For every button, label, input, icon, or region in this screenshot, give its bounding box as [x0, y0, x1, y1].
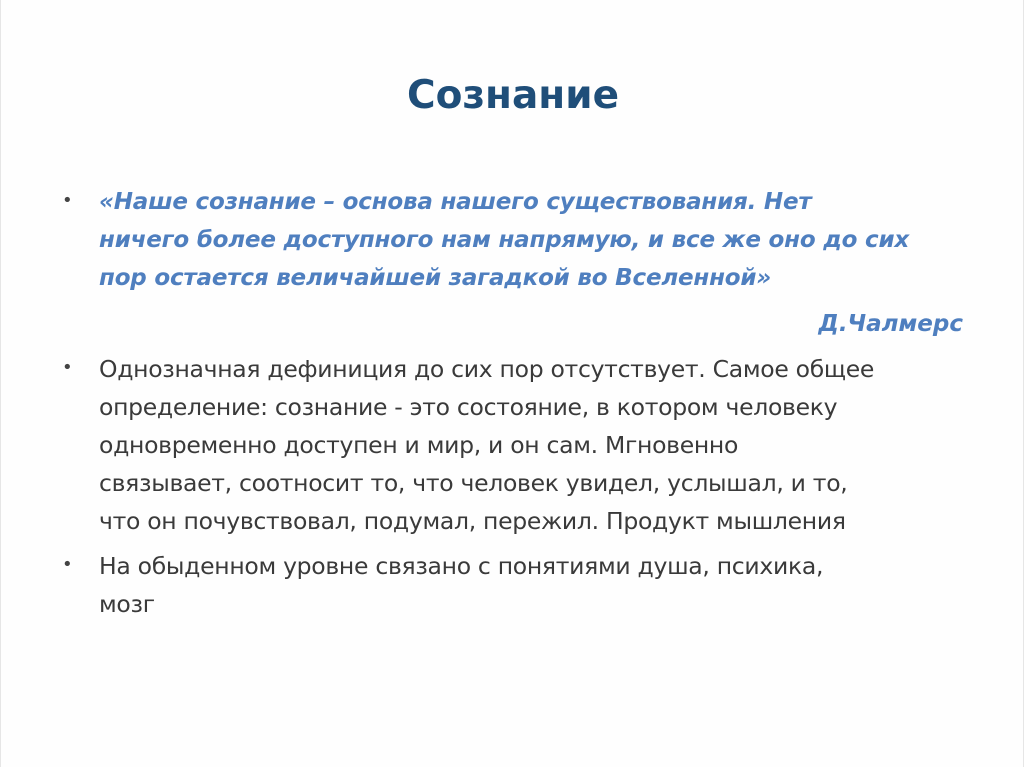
definition-text: [99, 350, 969, 540]
bullet-marker: •: [62, 554, 73, 575]
definition-line: одновременно доступен и мир, и он сам. Мгновенно: [99, 431, 739, 459]
slide-title: Сознание: [406, 73, 620, 118]
definition-line: что он почувствовал, подумал, пережил. Продукт мышления: [99, 507, 846, 535]
definition-line: связывает, соотносит то, что человек увидел, услышал, и то,: [99, 469, 848, 497]
quote-line: «Наше сознание – основа нашего существования. Нет: [99, 189, 812, 215]
quote-line: пор остается величайшей загадкой во Вселенной»: [99, 265, 772, 291]
quote-line: ничего более доступного нам напрямую, и все же оно до сих: [99, 227, 910, 253]
definition-line: определение: сознание - это состояние, в котором человеку: [99, 393, 838, 421]
quote-text: [99, 183, 969, 297]
bullet-marker: •: [62, 357, 73, 378]
bullet-marker: •: [62, 190, 73, 211]
everyday-line: мозг: [99, 590, 155, 618]
everyday-line: На обыденном уровне связано с понятиями душа, психика,: [99, 552, 824, 580]
everyday-text: [99, 547, 969, 623]
quote-author: Д.Чалмерс: [818, 311, 963, 337]
definition-line: Однозначная дефиниция до сих пор отсутствует. Самое общее: [99, 355, 875, 383]
